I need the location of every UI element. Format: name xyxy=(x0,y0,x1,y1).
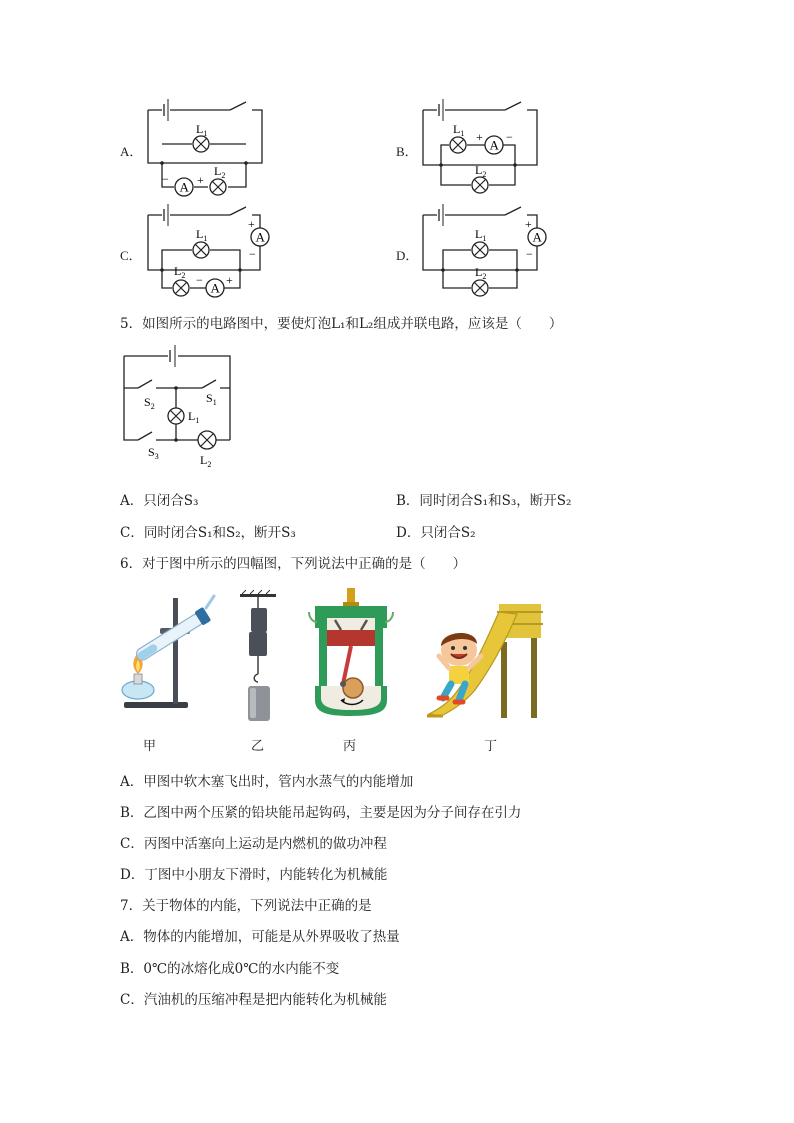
option-b-label[interactable]: B． xyxy=(396,144,418,159)
option-a-label[interactable]: A． xyxy=(120,144,143,159)
svg-text:S1: $S_1$ xyxy=(206,391,217,407)
option-c-label[interactable]: C． xyxy=(120,248,142,263)
caption-ding: 丁 xyxy=(484,739,498,754)
svg-text:−: − xyxy=(249,247,256,261)
q7-choice-a[interactable]: A．物体的内能增加，可能是从外界吸收了热量 xyxy=(120,929,400,945)
q6-choice-a[interactable]: A．甲图中软木塞飞出时，管内水蒸气的内能增加 xyxy=(120,774,414,790)
svg-text:L2: $L_2$ xyxy=(200,453,212,469)
figure-bing-engine xyxy=(305,588,397,718)
circuit-diagram-d xyxy=(415,200,555,305)
circuit-diagram-c xyxy=(140,200,280,305)
question-5-stem: 5．如图所示的电路图中，要使灯泡L₁和L₂组成并联电路，应该是（ ） xyxy=(120,316,563,332)
svg-text:+: + xyxy=(525,217,532,231)
circuit-diagram-b xyxy=(415,95,555,200)
question-5-circuit xyxy=(118,340,248,475)
svg-text:S2: $S_2$ xyxy=(144,395,155,411)
svg-text:+: + xyxy=(476,130,483,144)
svg-text:L2: $L_2$ xyxy=(475,265,487,281)
svg-text:A: A xyxy=(532,229,542,245)
svg-text:+: + xyxy=(226,273,233,287)
q7-choice-c[interactable]: C．汽油机的压缩冲程是把内能转化为机械能 xyxy=(120,992,387,1008)
question-7-stem: 7．关于物体的内能，下列说法中正确的是 xyxy=(120,898,372,914)
svg-text:S3: $S_3$ xyxy=(148,445,159,461)
figure-jia-test-tube xyxy=(118,588,218,713)
option-d-label[interactable]: D． xyxy=(396,248,419,263)
svg-text:L2: $L_2$ xyxy=(174,264,186,280)
svg-text:−: − xyxy=(506,130,513,144)
figure-yi-lead-blocks xyxy=(238,590,282,725)
q6-choice-b[interactable]: B．乙图中两个压紧的铅块能吊起钩码，主要是因为分子间存在引力 xyxy=(120,805,522,821)
question-6-stem: 6．对于图中所示的四幅图，下列说法中正确的是（ ） xyxy=(120,556,467,572)
svg-text:L1: $L_1$ xyxy=(196,122,208,138)
svg-text:−: − xyxy=(526,247,533,261)
svg-text:L1: $L_1$ xyxy=(453,122,465,138)
svg-text:L1: $L_1$ xyxy=(188,409,200,425)
figure-ding-slide xyxy=(425,598,565,723)
svg-text:−: − xyxy=(196,273,203,287)
svg-text:L1: $L_1$ xyxy=(196,227,208,243)
svg-text:A: A xyxy=(489,137,499,153)
caption-yi: 乙 xyxy=(251,739,265,754)
svg-text:−: − xyxy=(162,172,169,186)
q5-choice-c[interactable]: C．同时闭合S₁和S₂，断开S₃ xyxy=(120,525,296,541)
q7-choice-b[interactable]: B．0℃的冰熔化成0℃的水内能不变 xyxy=(120,961,340,977)
svg-text:+: + xyxy=(197,173,204,187)
circuit-diagram-a xyxy=(140,95,280,200)
q6-choice-d[interactable]: D．丁图中小朋友下滑时，内能转化为机械能 xyxy=(120,867,388,883)
q6-choice-c[interactable]: C．丙图中活塞向上运动是内燃机的做功冲程 xyxy=(120,836,387,852)
q5-choice-b[interactable]: B．同时闭合S₁和S₃，断开S₂ xyxy=(396,493,572,509)
q5-choice-d[interactable]: D．只闭合S₂ xyxy=(396,525,476,541)
ammeter-symbol: A xyxy=(179,179,189,195)
q5-choice-a[interactable]: A．只闭合S₃ xyxy=(120,493,199,509)
caption-jia: 甲 xyxy=(143,739,157,754)
caption-bing: 丙 xyxy=(343,739,357,754)
svg-text:L2: $L_2$ xyxy=(475,163,487,179)
svg-text:L2: $L_2$ xyxy=(214,164,226,180)
svg-text:L1: $L_1$ xyxy=(475,227,487,243)
svg-text:A: A xyxy=(255,229,265,245)
svg-text:A: A xyxy=(210,280,220,296)
svg-text:+: + xyxy=(248,217,255,231)
